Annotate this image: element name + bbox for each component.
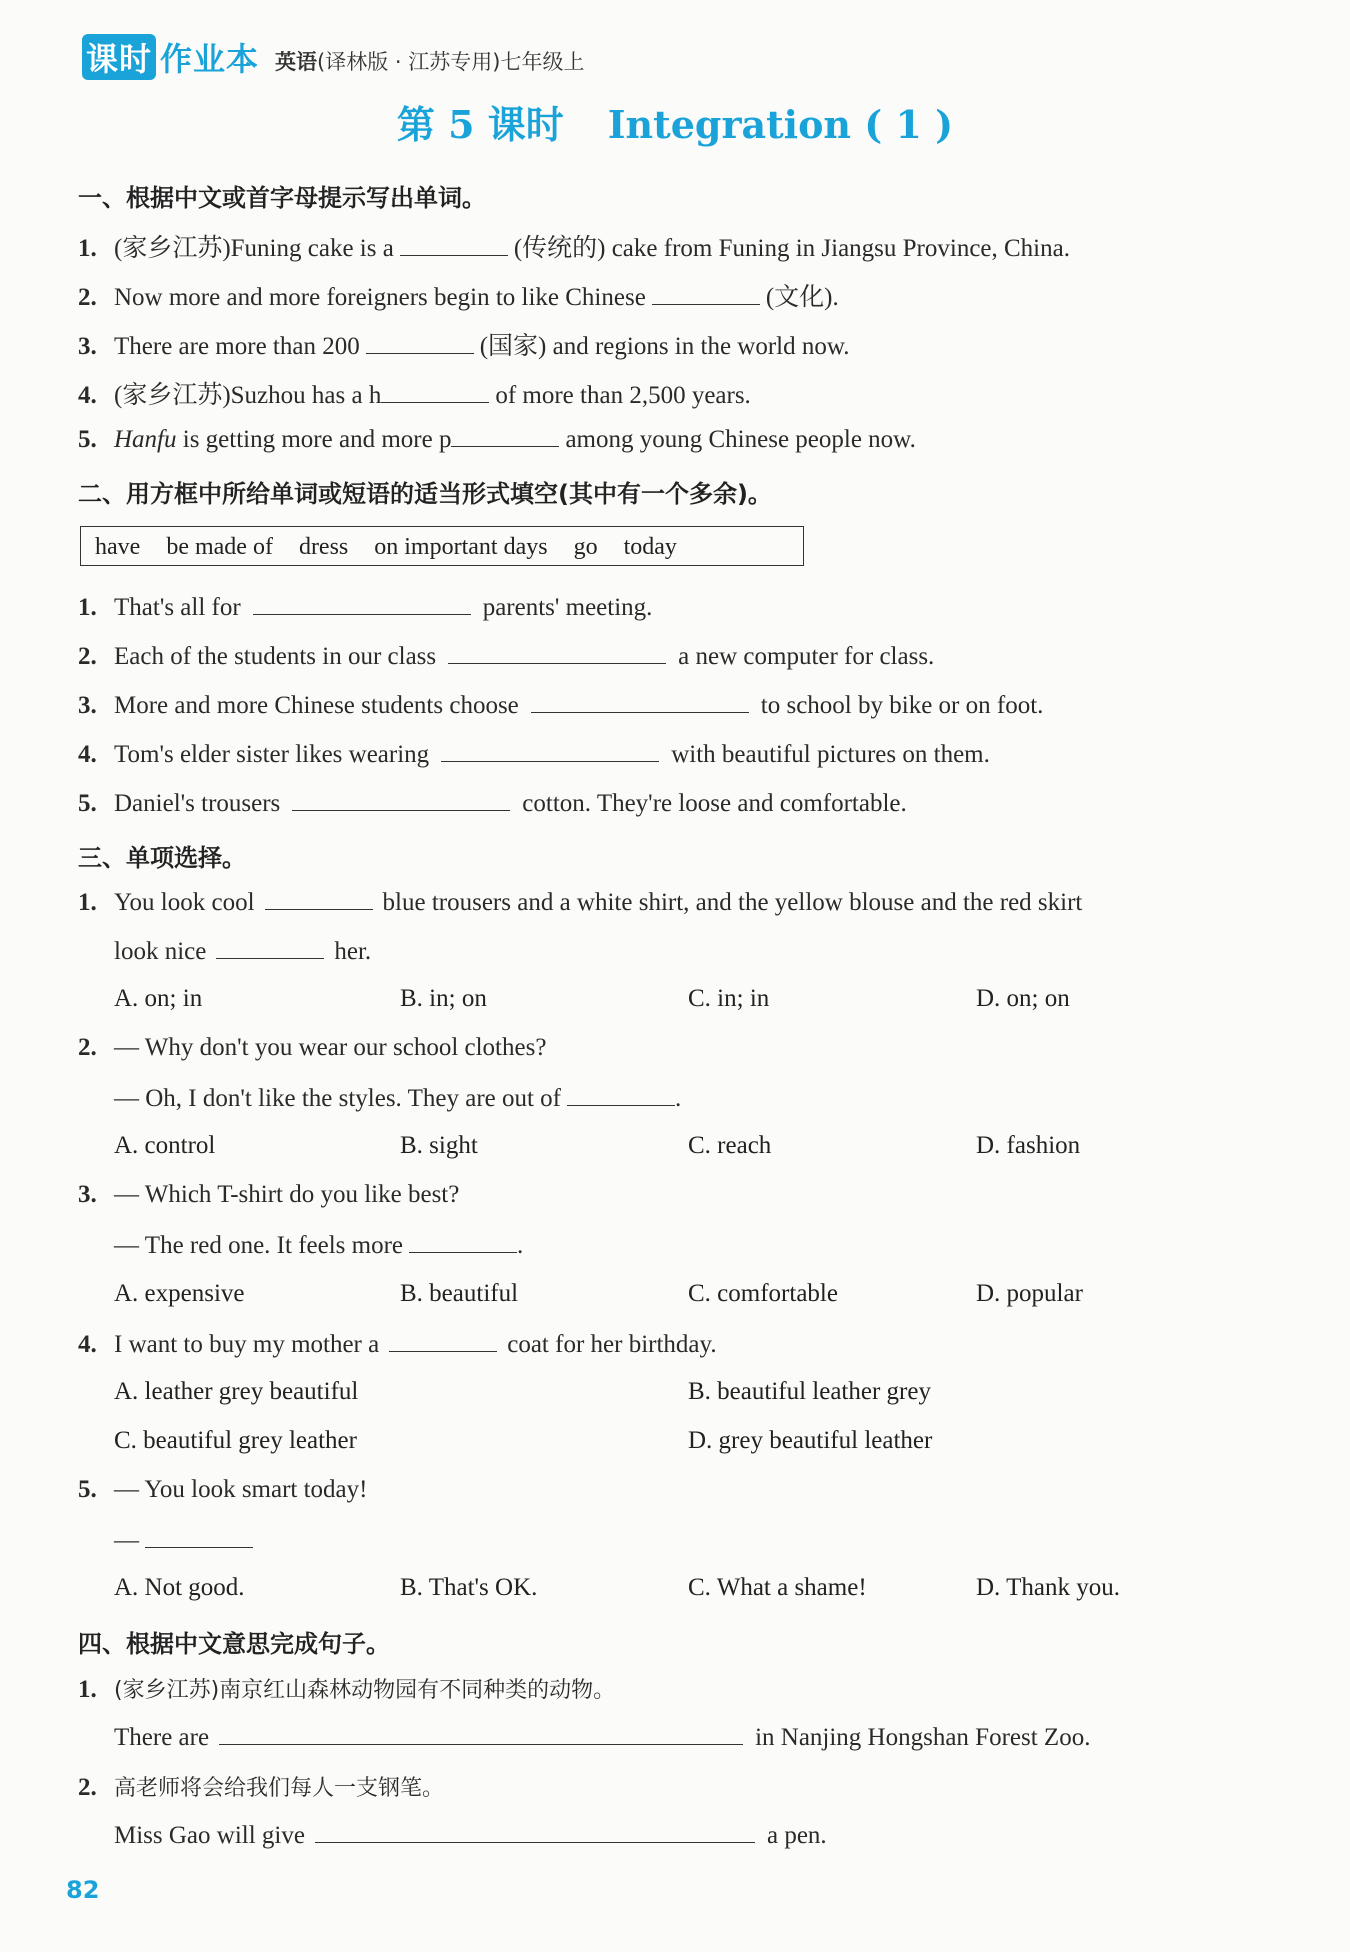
part1-item-2: 2. Now more and more foreigners begin to like Chinese (文化). — [78, 284, 839, 311]
option-c[interactable]: C. in; in — [688, 985, 770, 1012]
word-box: have be made of dress on important days go today — [80, 526, 804, 566]
section-heading-2: 二、用方框中所给单词或短语的适当形式填空(其中有一个多余)。 — [78, 480, 772, 508]
part1-item-1: 1. (家乡江苏)Funing cake is a (传统的) cake from Funing in Jiangsu Province, China. — [78, 235, 1070, 262]
part1-item-5: 5. Hanfu is getting more and more p among young Chinese people now. — [78, 426, 916, 453]
part3-q2-line2: — Oh, I don't like the styles. They are out of . — [114, 1085, 682, 1112]
answer-blank[interactable] — [409, 1230, 517, 1253]
answer-blank[interactable] — [441, 739, 659, 762]
option-b[interactable]: B. beautiful — [400, 1280, 519, 1307]
part3-q2-line1: 2. — Why don't you wear our school clothes? — [78, 1034, 547, 1061]
option-c[interactable]: C. beautiful grey leather — [114, 1427, 357, 1454]
option-c[interactable]: C. What a shame! — [688, 1574, 867, 1601]
option-a[interactable]: A. expensive — [114, 1280, 245, 1307]
option-c[interactable]: C. reach — [688, 1132, 772, 1159]
subject-label: 英语(译林版 · 江苏专用)七年级上 — [275, 50, 585, 74]
option-d[interactable]: D. fashion — [976, 1132, 1081, 1159]
option-b[interactable]: B. That's OK. — [400, 1574, 538, 1601]
option-c[interactable]: C. comfortable — [688, 1280, 838, 1307]
part2-item-4: 4. Tom's elder sister likes wearing with beautiful pictures on them. — [78, 741, 990, 768]
answer-blank[interactable] — [219, 1722, 743, 1745]
answer-blank[interactable] — [389, 1329, 497, 1352]
answer-blank[interactable] — [253, 592, 471, 615]
part3-q5-line1: 5. — You look smart today! — [78, 1476, 368, 1503]
part4-item-1-en: There are in Nanjing Hongshan Forest Zoo. — [114, 1724, 1091, 1751]
option-b[interactable]: B. sight — [400, 1132, 478, 1159]
option-a[interactable]: A. Not good. — [114, 1574, 245, 1601]
part3-q3-line1: 3. — Which T-shirt do you like best? — [78, 1181, 460, 1208]
option-b[interactable]: B. beautiful leather grey — [688, 1378, 931, 1405]
answer-blank[interactable] — [448, 641, 666, 664]
answer-blank[interactable] — [366, 331, 474, 354]
section-heading-3: 三、单项选择。 — [78, 844, 246, 872]
option-a[interactable]: A. control — [114, 1132, 216, 1159]
part2-item-1: 1. That's all for parents' meeting. — [78, 594, 653, 621]
answer-blank[interactable] — [567, 1083, 675, 1106]
option-d[interactable]: D. Thank you. — [976, 1574, 1120, 1601]
lesson-title: 第 5 课时 Integration ( 1 ) — [396, 102, 954, 147]
part1-item-4: 4. (家乡江苏)Suzhou has a h of more than 2,500 years. — [78, 382, 751, 409]
option-b[interactable]: B. in; on — [400, 985, 487, 1012]
part2-item-5: 5. Daniel's trousers cotton. They're loose and comfortable. — [78, 790, 907, 817]
brand-logo: 课时 作业本 — [82, 34, 259, 80]
answer-blank[interactable] — [315, 1820, 755, 1843]
part3-q1-line2: look nice her. — [114, 938, 372, 965]
page-header — [82, 36, 584, 80]
option-a[interactable]: A. on; in — [114, 985, 203, 1012]
page-number: 82 — [66, 1876, 100, 1904]
section-heading-1: 一、根据中文或首字母提示写出单词。 — [78, 184, 486, 212]
part3-q5-line2: — — [114, 1525, 259, 1555]
answer-blank[interactable] — [265, 887, 373, 910]
option-d[interactable]: D. grey beautiful leather — [688, 1427, 933, 1454]
part3-q1-line1: 1. You look cool blue trousers and a white shirt, and the yellow blouse and the red skirt — [78, 889, 1083, 916]
part2-item-3: 3. More and more Chinese students choose to school by bike or on foot. — [78, 692, 1044, 719]
part1-item-3: 3. There are more than 200 (国家) and regions in the world now. — [78, 333, 850, 360]
part4-item-2-en: Miss Gao will give a pen. — [114, 1822, 827, 1849]
part4-item-2-cn: 2. 高老师将会给我们每人一支钢笔。 — [78, 1774, 445, 1801]
answer-blank[interactable] — [531, 690, 749, 713]
option-d[interactable]: D. on; on — [976, 985, 1070, 1012]
answer-blank[interactable] — [400, 233, 508, 256]
answer-blank[interactable] — [216, 936, 324, 959]
answer-blank[interactable] — [145, 1525, 253, 1548]
part4-item-1-cn: 1. (家乡江苏)南京红山森林动物园有不同种类的动物。 — [78, 1676, 616, 1703]
answer-blank[interactable] — [451, 424, 559, 447]
option-a[interactable]: A. leather grey beautiful — [114, 1378, 359, 1405]
option-d[interactable]: D. popular — [976, 1280, 1083, 1307]
part3-q4-line1: 4. I want to buy my mother a coat for her birthday. — [78, 1331, 717, 1358]
answer-blank[interactable] — [652, 282, 760, 305]
section-heading-4: 四、根据中文意思完成句子。 — [78, 1630, 390, 1658]
answer-blank[interactable] — [292, 788, 510, 811]
part3-q3-line2: — The red one. It feels more . — [114, 1232, 524, 1259]
part2-item-2: 2. Each of the students in our class a new computer for class. — [78, 643, 935, 670]
answer-blank[interactable] — [381, 380, 489, 403]
